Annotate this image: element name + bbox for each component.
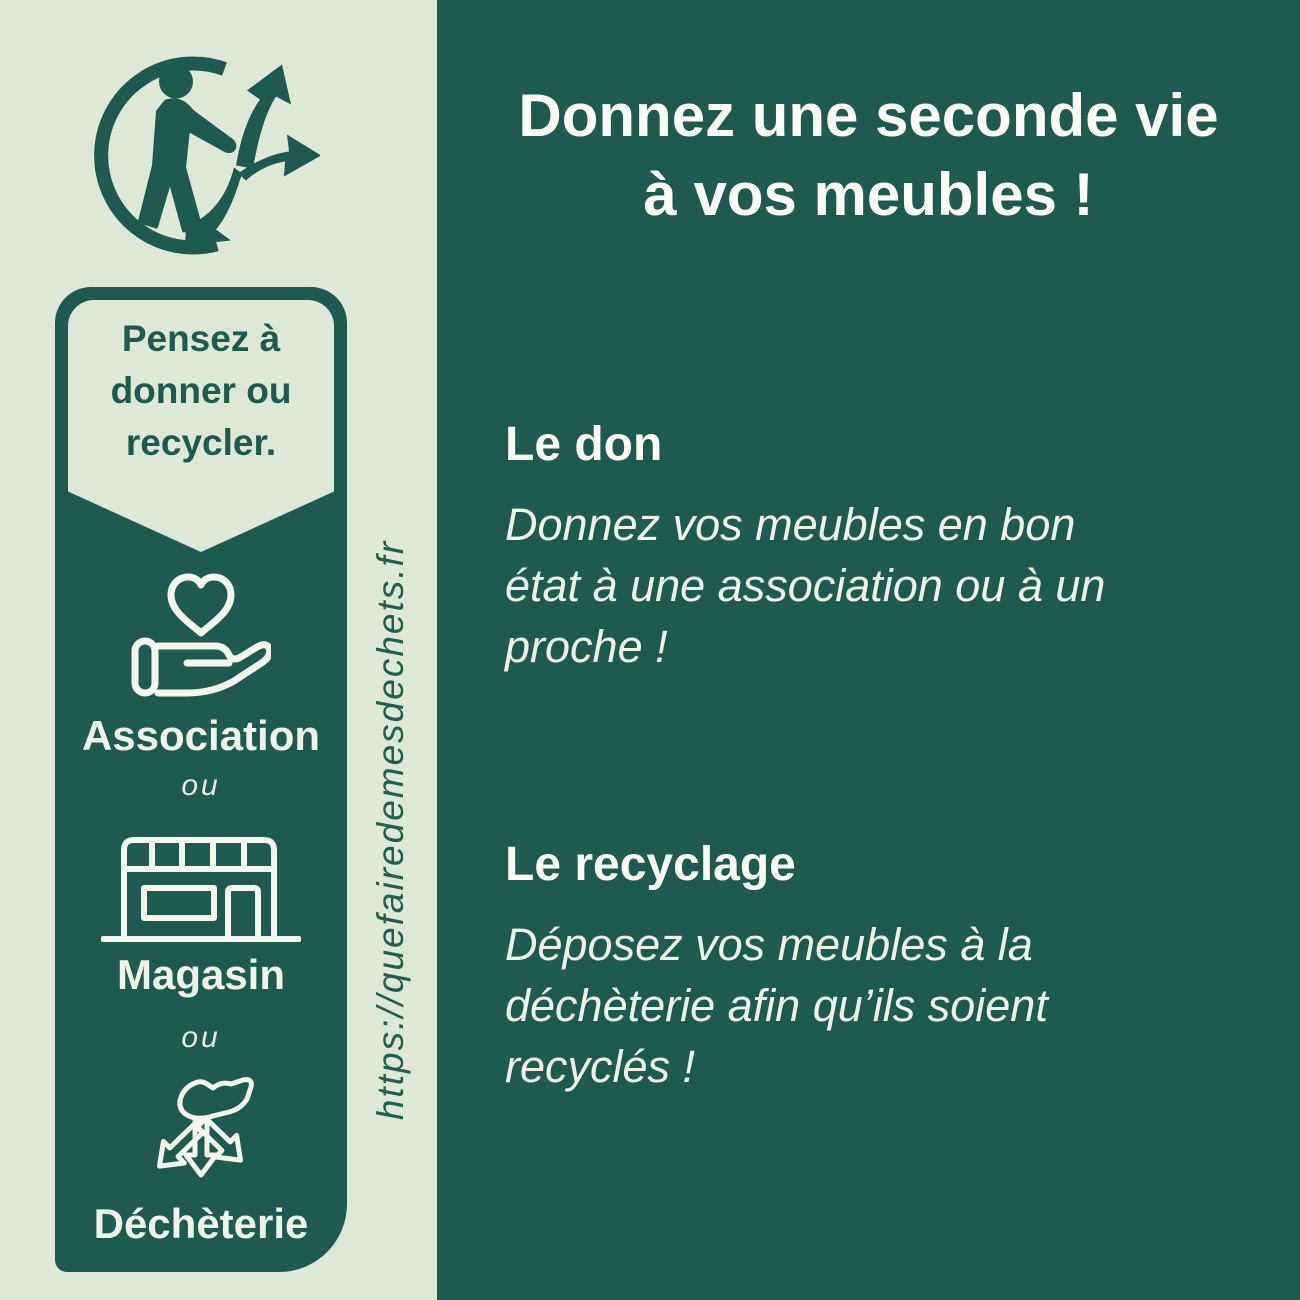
recyclage-body-line2: déchèterie afin qu’ils soient [505, 980, 1048, 1031]
section-don-heading: Le don [505, 418, 663, 471]
separator-ou-2: ou [181, 1021, 221, 1054]
option-label-magasin: Magasin [116, 951, 286, 998]
page-title-line1: Donnez une seconde vie [518, 82, 1219, 149]
banner-headline-line3: recycler. [125, 422, 277, 463]
section-don-body [505, 494, 1105, 677]
recyclage-body-line3: recyclés ! [505, 1041, 696, 1092]
storefront-icon [101, 836, 301, 944]
option-label-decheterie: Déchèterie [93, 1200, 309, 1247]
triman-recycling-icon [90, 48, 320, 266]
don-body-line3: proche ! [505, 621, 668, 672]
main-panel [437, 0, 1300, 1300]
don-body-line2: état à une association ou à un [505, 560, 1106, 611]
section-recyclage-body [505, 914, 1048, 1097]
don-body-line1: Donnez vos meubles en bon [505, 499, 1076, 550]
heart-in-hand-icon [131, 573, 271, 698]
option-label-association: Association [81, 712, 321, 759]
hand-sorting-arrows-icon [141, 1075, 261, 1195]
page-title [437, 76, 1300, 234]
website-url: https://quefairedemesdechets.fr [370, 539, 411, 1121]
banner-headline [55, 313, 347, 469]
options-ribbon [55, 287, 347, 1272]
recyclage-body-line1: Déposez vos meubles à la [505, 919, 1033, 970]
separator-ou-1: ou [181, 769, 221, 802]
section-recyclage-heading: Le recyclage [505, 838, 796, 891]
page-title-line2: à vos meubles ! [643, 161, 1094, 228]
banner-headline-line1: Pensez à [121, 318, 281, 359]
banner-headline-line2: donner ou [110, 370, 292, 411]
